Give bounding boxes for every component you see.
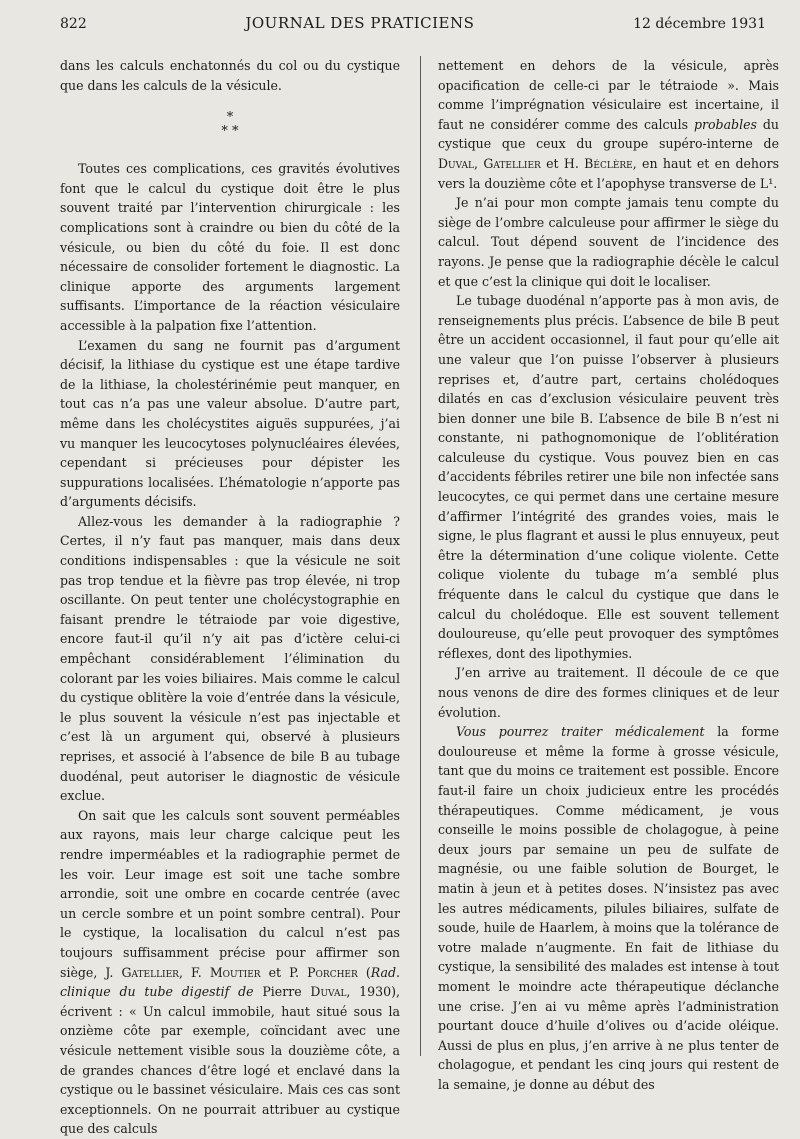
paragraph: nettement en dehors de la vésicule, après opacification de celle-ci par le tétraiode ». Mais comme l’imprégnation vésiculaire est incertaine, il faut ne considérer comme des calculs probables du cystique que ceux du groupe supéro-interne de Duval, Gatellier et H. Béclère, en haut et en dehors vers la douzième côte et l’apophyse transverse de L¹. — [438, 58, 780, 191]
paragraph: L’examen du sang ne fournit pas d’argument décisif, la lithiase du cystique est une étape tardive de la lithiase, la cholestérinémie peut manquer, en tout cas n’a pas une valeur absolue. D’autre part, même dans les cholécystites aiguës suppurées, j’ai vu manquer les leucocytoses polynucléaires élevées, cependant si précieuses pour dépister les suppurations localisées. L’hématologie n’apporte pas d’arguments décisifs. — [60, 337, 400, 510]
journal-title: JOURNAL DES PRATICIENS — [245, 14, 475, 32]
left-column — [60, 56, 400, 1139]
section-asterism: * * * — [221, 110, 239, 140]
paragraph: J’en arrive au traitement. Il découle de ce que nous venons de dire des formes cliniques et de leur évolution. — [438, 665, 779, 720]
author-name: Porcher — [307, 964, 358, 980]
author-name: Gatellier — [483, 155, 541, 171]
issue-date: 12 décembre 1931 — [633, 16, 766, 32]
paragraph: Toutes ces complications, ces gravités évolutives font que le calcul du cystique doit être le plus souvent traité par l’intervention chirurgicale : les complications sont à craindre ou bien du côté de la vésicule, ou bien du côté du foie. Il est donc nécessaire de consolider fortement le diagnostic. La clinique apporte des arguments largement suffisants. L’importance de la réaction vésiculaire accessible à la palpation fixe l’attention. — [60, 161, 400, 333]
author-name: Duval — [310, 984, 347, 1000]
paragraph: dans les calculs enchatonnés du col ou du cystique que dans les calculs de la vésicule. — [60, 58, 400, 93]
right-column — [438, 56, 779, 1094]
citation-title: Rad. clinique du tube digestif de — [60, 964, 400, 1000]
author-name: Duval — [438, 155, 475, 171]
paragraph: Le tubage duodénal n’apporte pas à mon avis, de renseignements plus précis. L’absence de bile B peut être un accident occasionnel, il faut pour qu’elle ait une valeur que l’on puisse l’observer à plusieurs reprises et, d’autre part, certains cholédoques dilatés en cas d’exclusion vésiculaire peuvent très bien donner une bile B. L’absence de bile B n’est ni constante, ni pathognomonique de l’oblitération calculeuse du cystique. Vous pouvez bien en cas d’accidents fébriles retirer une bile non infectée sans leucocytes, ce qui permet dans une certaine mesure d’affirmer l’intégrité des grandes voies, mais le signe, le plus flagrant et aussi le plus ennuyeux, peut être la détermination d’une colique violente. Cette colique violente du tubage m’a semblé plus fréquente dans le calcul du cystique que dans le calcul du cholédoque. Elle est souvent tellement douloureuse, qu’elle peut provoquer des symptômes réflexes, dont des lipothymies. — [438, 293, 779, 661]
author-name: Béclère — [584, 155, 633, 171]
emphasis: probables — [693, 116, 757, 132]
paragraph: On sait que les calculs sont souvent perméables aux rayons, mais leur charge calcique peut les rendre imperméables et la radiographie permet de les voir. Leur image est soit une tache sombre arrondie, soit une ombre en cocarde centrée (avec un cercle sombre et un point sombre central). Pour le cystique, la localisation du calcul n’est pas toujours suffisamment précise pour affirmer son siège, J. Gatellier, F. Moutier et P. Porcher (Rad. clinique du tube digestif de Pierre Duval, 1930), écrivent : « Un calcul immobile, haut situé sous la onzième côte par exemple, coïncidant avec une vésicule nettement visible sous la douzième côte, a de grandes chances d’être logé et enclavé dans la cystique ou le bassinet vésiculaire. Mais ces cas sont exceptionnels. On ne pourrait attribuer au cystique que des calculs — [60, 807, 400, 1137]
emphasis: Vous pourrez traiter médicalement — [456, 724, 705, 740]
paragraph: Vous pourrez traiter médicalement la forme douloureuse et même la forme à grosse vésicule, tant que du moins ce traitement est possible. Encore faut-il faire un choix judicieux entre les procédés thérapeutiques. Comme médicament, je vous conseille le moins possible de cholagogue, à peine deux jours par semaine un peu de sulfate de magnésie, ou une faible solution de Bourget, le matin à jeun et à petites doses. N’insistez pas avec les autres médicaments, pilules biliaires, sulfate de soude, huile de Haarlem, à moins que la tolérance de votre malade n’augmente. En fait de lithiase du cystique, la sensibilité des malades est intense à tout moment le moindre acte thérapeutique déclanche une crise. J’en ai vu même après l’administration pourtant douce d’huile d’olives ou d’acide oléique. Aussi de plus en plus, j’en arrive à ne plus tenter de cholagogue, et pendant les cinq jours qui restent de la semaine, je donne au début des — [438, 724, 779, 1092]
running-header — [60, 14, 766, 36]
paragraph: Je n’ai pour mon compte jamais tenu compte du siège de l’ombre calculeuse pour affirmer le siège du calcul. Tout dépend souvent de l’incidence des rayons. Je pense que la radiographie décèle le calcul et que c’est la clinique qui doit le localiser. — [438, 195, 779, 289]
author-name: Gatellier — [121, 964, 179, 980]
paragraph: Allez-vous les demander à la radiographie ? Certes, il n’y faut pas manquer, mais dans deux conditions indispensables : que la vésicule ne soit pas trop tendue et la fièvre pas trop élevée, ni trop oscillante. On peut tenter une cholécystographie en faisant prendre le tétraiode par voie digestive, encore faut-il qu’il n’y ait pas d’ictère celui-ci empêchant considérablement l’élimination du colorant par les voies biliaires. Mais comme le calcul du cystique oblitère la voie d’entrée dans la vésicule, le plus souvent la vésicule n’est pas injectable et c’est là un argument qui, observé à plusieurs reprises, et associé à l’absence de bile B au tubage duodénal, peut autoriser le diagnostic de vésicule exclue. — [60, 513, 400, 804]
column-divider — [420, 56, 421, 1056]
author-name: Moutier — [209, 964, 261, 980]
page-number: 822 — [60, 16, 87, 32]
